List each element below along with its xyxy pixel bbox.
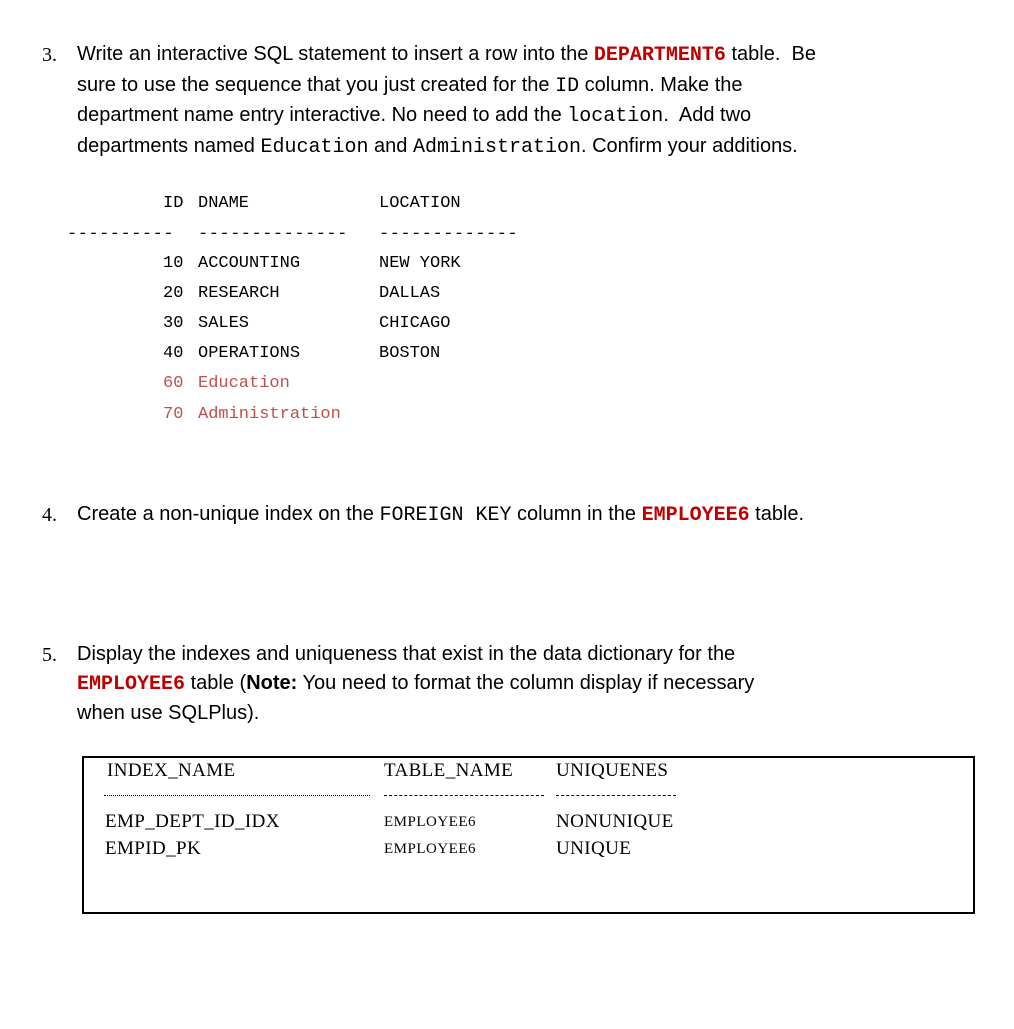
dept-dash-id: ---------- [67,225,175,244]
q5-text [77,640,977,728]
q4-text: Create a non-unique index on the FOREIGN KEY column in the EMPLOYEE6 table. [77,503,805,527]
q5-number: 5. [42,644,57,666]
foreign-key-code: FOREIGN KEY [379,504,512,527]
dept-header-dname: DNAME [198,194,250,213]
q3-line4: departments named Education and Administration. Confirm your additions. [77,134,798,159]
index-header-index-name: INDEX_NAME [107,760,236,781]
employee6-table-name: EMPLOYEE6 [77,672,186,696]
q5-line1: Display the indexes and uniqueness that exist in the data dictionary for the [77,643,736,665]
index-header-uniqueness: UNIQUENES [556,760,669,781]
dept-header-id: ID [163,194,184,213]
index-header-table-name: TABLE_NAME [384,760,514,781]
q3-line2: sure to use the sequence that you just created for the ID column. Make the [77,73,743,98]
dept-header-location: LOCATION [379,194,461,213]
index-rule-1 [104,795,370,796]
q4-number: 4. [42,504,57,526]
note-label: Note: [246,671,298,694]
index-rule-3 [556,795,676,796]
index-rule-2 [384,795,544,796]
q3-line3: department name entry interactive. No need to add the location. Add two [77,104,752,128]
dept-dash-dname: -------------- [198,225,348,244]
q3-text [77,40,977,162]
q5-line2: EMPLOYEE6 table (Note: You need to format the column display if necessary [77,671,755,696]
q3-number: 3. [42,44,57,66]
dept-dash-location: ------------- [379,225,519,244]
q5-line3: when use SQLPlus). [77,702,260,724]
employee6-table-name: EMPLOYEE6 [641,504,750,527]
department6-table-name: DEPARTMENT6 [593,44,726,67]
q3-line1: Write an interactive SQL statement to insert a row into the DEPARTMENT6 table. Be [77,43,816,67]
